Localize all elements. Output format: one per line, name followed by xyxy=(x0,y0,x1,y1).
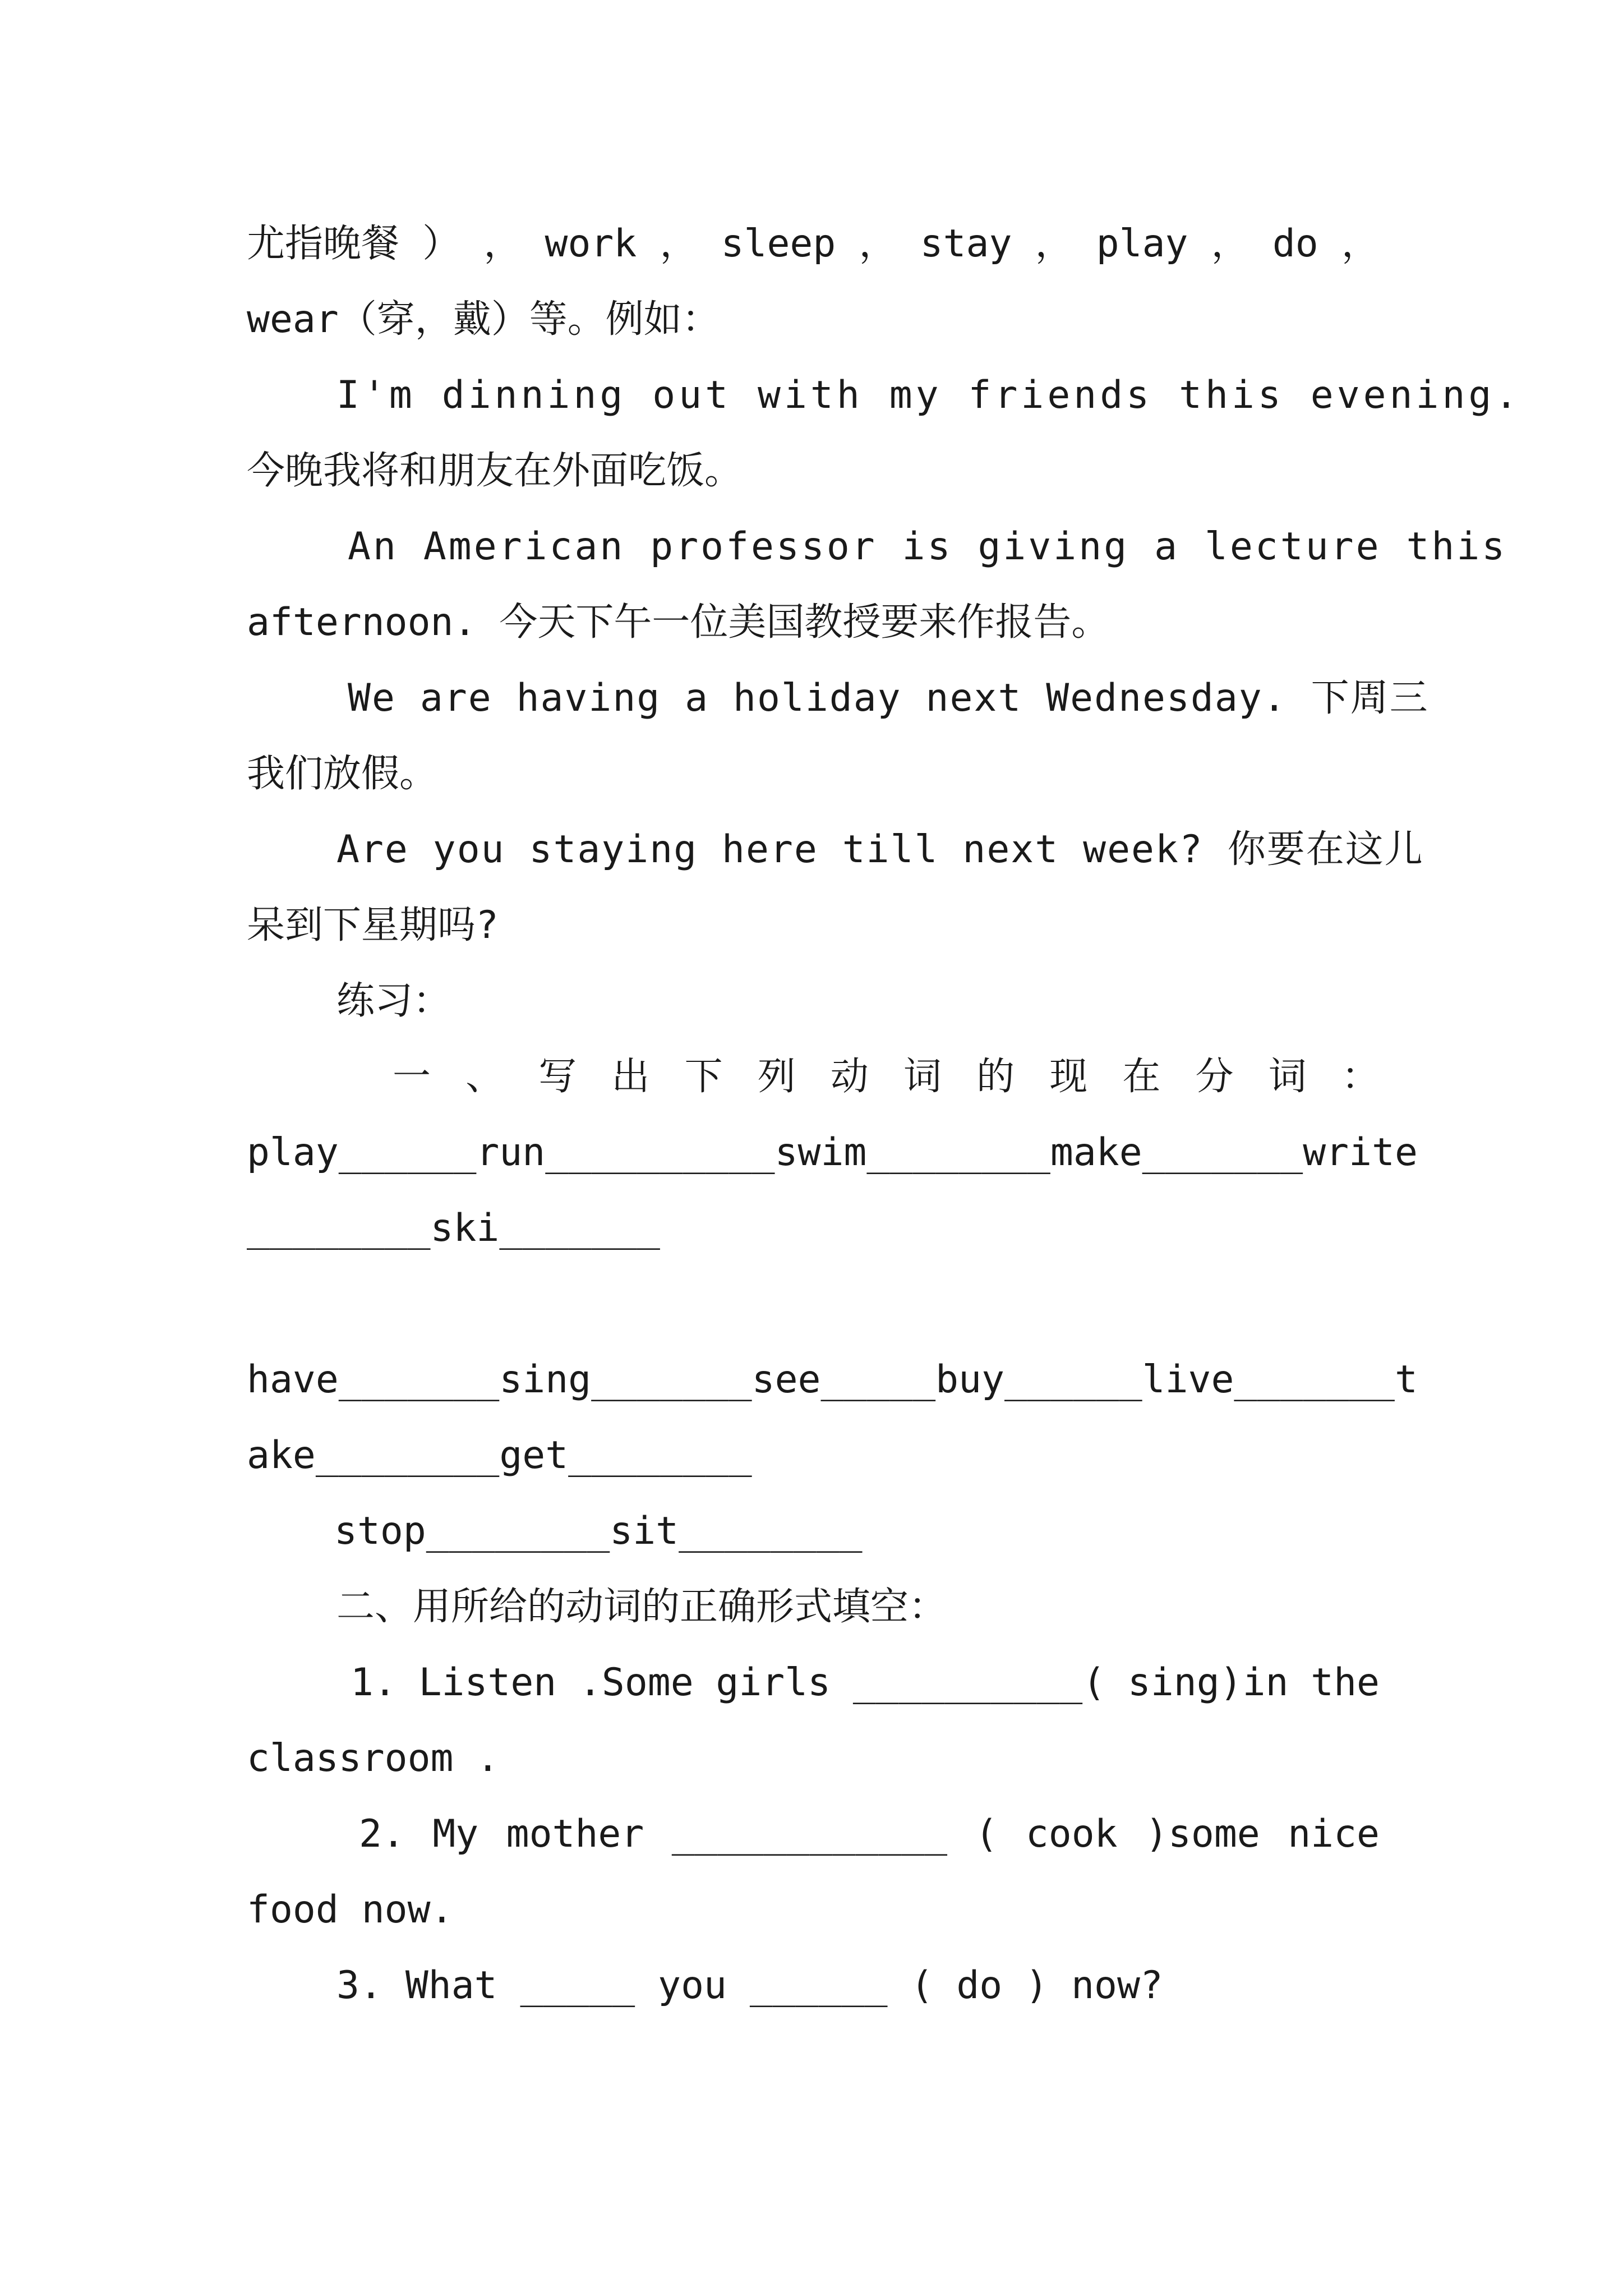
token: Listen xyxy=(418,1660,557,1705)
example-sentence-3: We are having a holiday next Wednesday. 下周三 xyxy=(348,676,1429,720)
token: ____________ xyxy=(671,1812,948,1856)
token: girls xyxy=(716,1660,831,1705)
token: sing)in xyxy=(1127,1660,1289,1705)
token: ， xyxy=(660,222,698,266)
token: 现 xyxy=(1049,1055,1088,1099)
token: the xyxy=(1311,1660,1380,1705)
exercise-1-row-3: have_______sing_______see_____buy______live_______t xyxy=(247,1358,1418,1402)
example-sentence-4-cont: 呆到下星期吗? xyxy=(247,903,499,947)
example-sentence-2-cont: afternoon. 今天下午一位美国教授要来作报告。 xyxy=(247,600,1110,645)
token: do xyxy=(1272,222,1318,266)
token: 的 xyxy=(976,1055,1015,1099)
token: nice xyxy=(1288,1812,1380,1856)
token: ( xyxy=(975,1812,998,1856)
example-sentence-1: I'm dinning out with my friends this evening. xyxy=(336,373,1521,417)
token: 、 xyxy=(465,1055,504,1099)
token: 出 xyxy=(611,1055,650,1099)
token: ， xyxy=(483,222,522,266)
token: ， xyxy=(859,222,897,266)
token: )some xyxy=(1145,1812,1260,1856)
exercise-1-title xyxy=(393,1049,1380,1105)
token: ， xyxy=(1035,222,1073,266)
token: ） xyxy=(422,222,461,266)
example-translation-1: 今晚我将和朋友在外面吃饭。 xyxy=(247,449,743,493)
token: work xyxy=(545,222,637,266)
exercise-2-item-2-cont: food now. xyxy=(247,1888,454,1932)
exercise-1-row-4: ake________get________ xyxy=(247,1433,752,1478)
example-sentence-3-cont: 我们放假。 xyxy=(247,752,438,796)
token: 写 xyxy=(538,1055,577,1099)
token: stay xyxy=(920,222,1012,266)
token: .Some xyxy=(578,1660,694,1705)
example-sentence-2: An American professor is giving a lecture this xyxy=(348,524,1507,569)
token: sleep xyxy=(721,222,836,266)
token: cook xyxy=(1025,1812,1118,1856)
token: 下 xyxy=(684,1055,723,1099)
token: ： xyxy=(1341,1055,1380,1099)
token: ， xyxy=(1341,222,1380,266)
text-line-1 xyxy=(247,216,1380,272)
token: __________( xyxy=(852,1660,1106,1705)
token: 1. xyxy=(351,1660,396,1705)
token: 列 xyxy=(757,1055,796,1099)
exercise-2-item-1 xyxy=(351,1655,1380,1711)
token: 分 xyxy=(1195,1055,1234,1099)
exercise-2-title: 二、用所给的动词的正确形式填空： xyxy=(336,1585,947,1629)
exercise-2-item-3: 3. What _____ you ______ ( do ) now? xyxy=(336,1963,1163,2008)
token: mother xyxy=(506,1812,644,1856)
token: 尤指晚餐 xyxy=(247,222,400,266)
exercise-2-item-1-cont: classroom . xyxy=(247,1736,500,1780)
token: 2. xyxy=(359,1812,405,1856)
example-sentence-4: Are you staying here till next week? 你要在这儿 xyxy=(336,827,1424,872)
exercise-1-row-2: ________ski_______ xyxy=(247,1206,660,1250)
token: 词 xyxy=(903,1055,942,1099)
token: ， xyxy=(1211,222,1249,266)
text-line-2: wear（穿，戴）等。例如： xyxy=(247,297,720,342)
token: 在 xyxy=(1122,1055,1161,1099)
token: 动 xyxy=(830,1055,869,1099)
token: play xyxy=(1096,222,1188,266)
exercise-1-row-5: stop________sit________ xyxy=(334,1509,863,1553)
token: 一 xyxy=(393,1055,431,1099)
token: 词 xyxy=(1268,1055,1307,1099)
token: My xyxy=(432,1812,479,1856)
exercise-heading: 练习： xyxy=(336,979,451,1023)
exercise-2-item-2 xyxy=(359,1806,1380,1862)
exercise-1-row-1: play______run__________swim________make_______write xyxy=(247,1130,1418,1175)
